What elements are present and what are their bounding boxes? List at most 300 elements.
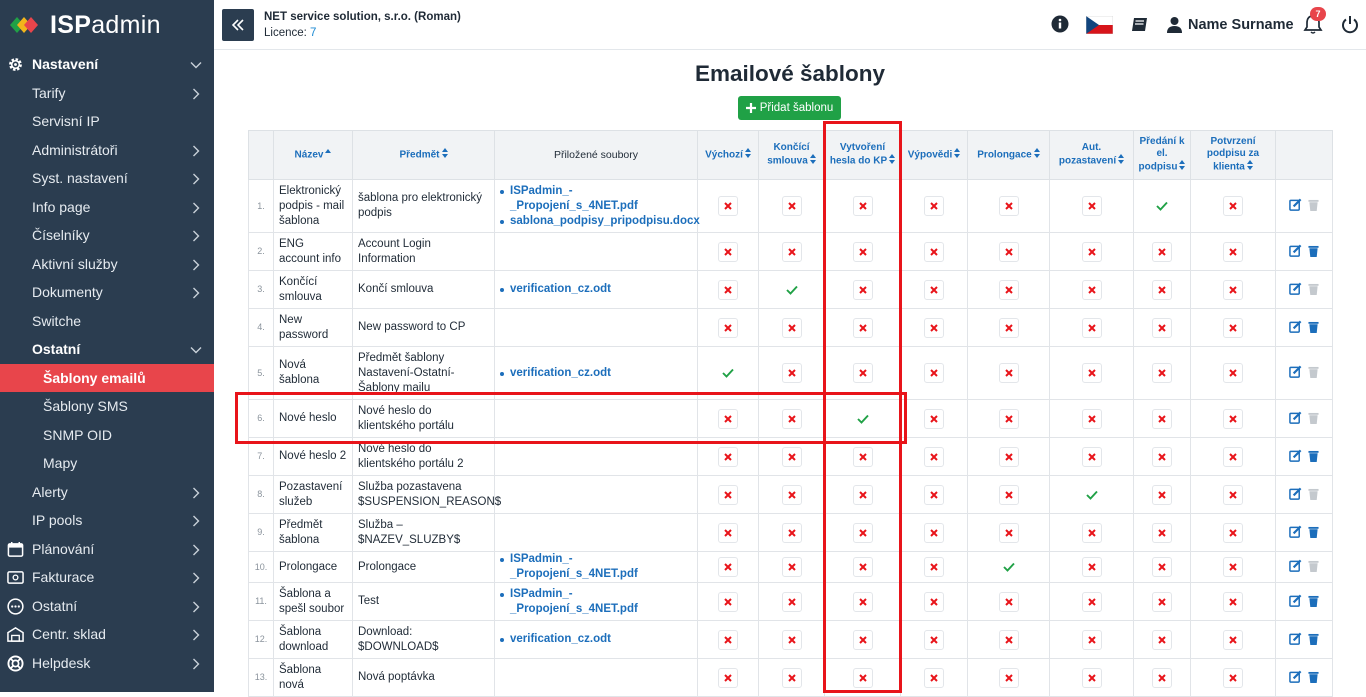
flag-ending-contract [759, 514, 825, 552]
flag-ending-contract [759, 583, 825, 621]
chevron-down-icon [190, 343, 202, 355]
edit-icon[interactable] [1286, 241, 1304, 259]
flag-default [698, 552, 759, 583]
cross-icon [1152, 557, 1172, 577]
chevron-right-icon [190, 571, 202, 583]
flag-password-creation [825, 347, 901, 400]
edit-icon[interactable] [1286, 279, 1304, 297]
flag-signature-confirmation [1191, 476, 1276, 514]
chevron-right-icon [190, 144, 202, 156]
flag-handover-esign [1134, 233, 1191, 271]
licence-info [264, 27, 316, 39]
cross-icon [1223, 447, 1243, 467]
cross-icon [1223, 630, 1243, 650]
edit-icon[interactable] [1286, 446, 1304, 464]
flag-ending-contract [759, 309, 825, 347]
flag-prolongation [968, 621, 1050, 659]
sidebar-item-switche[interactable] [0, 307, 214, 336]
edit-icon[interactable] [1286, 629, 1304, 647]
attached-files [495, 659, 698, 697]
flag-auto-suspension [1050, 659, 1134, 697]
flag-signature-confirmation [1191, 347, 1276, 400]
row-number: 13. [249, 659, 274, 697]
flag-handover-esign [1134, 552, 1191, 583]
power-icon[interactable] [1341, 15, 1359, 34]
column-header-potvrzeni-podpisu-za-klienta[interactable] [1191, 131, 1276, 180]
flag-termination [901, 233, 968, 271]
sidebar-item-centr-sklad[interactable] [0, 620, 214, 649]
chevron-right-icon [190, 514, 202, 526]
cross-icon [1152, 447, 1172, 467]
table-row [249, 552, 1333, 583]
sort-icon [889, 154, 895, 168]
flag-signature-confirmation [1191, 309, 1276, 347]
cross-icon [853, 280, 873, 300]
row-actions [1276, 309, 1333, 347]
chevron-right-icon [190, 657, 202, 669]
logo[interactable] [0, 0, 214, 50]
sidebar-item-ostatni[interactable] [0, 335, 214, 364]
flag-password-creation [825, 400, 901, 438]
sidebar-item-label: Administrátoři [32, 141, 118, 158]
plus-icon [746, 103, 756, 113]
file-list [500, 366, 692, 381]
table-row [249, 233, 1333, 271]
flag-termination [901, 659, 968, 697]
template-subject: Končí smlouva [353, 271, 495, 309]
check-icon [853, 409, 873, 429]
check-icon [718, 363, 738, 383]
template-subject: Prolongace [353, 552, 495, 583]
cross-icon [924, 557, 944, 577]
trash-icon[interactable] [1304, 592, 1322, 610]
check-icon [782, 280, 802, 300]
check-icon [1152, 196, 1172, 216]
flag-ending-contract [759, 552, 825, 583]
sidebar-item-dokumenty[interactable] [0, 278, 214, 307]
more-icon [7, 598, 24, 615]
flag-ending-contract [759, 621, 825, 659]
sidebar-item-label: Nastavení [32, 56, 99, 73]
sidebar-nav [0, 50, 214, 677]
cross-icon [718, 196, 738, 216]
cross-icon [853, 447, 873, 467]
username[interactable]: Name Surname [1188, 17, 1294, 33]
cross-icon [853, 668, 873, 688]
row-actions [1276, 659, 1333, 697]
flag-ending-contract [759, 271, 825, 309]
edit-icon[interactable] [1286, 557, 1304, 575]
template-name: New password [274, 309, 353, 347]
row-actions [1276, 347, 1333, 400]
edit-icon[interactable] [1286, 196, 1304, 214]
sidebar-item-label: IP pools [32, 512, 83, 529]
column-header-vychozi[interactable] [698, 131, 759, 180]
table-row [249, 659, 1333, 697]
template-subject: Download: $DOWNLOAD$ [353, 621, 495, 659]
file-link[interactable]: verification_cz.odt [500, 366, 692, 381]
cross-icon [782, 318, 802, 338]
row-actions [1276, 552, 1333, 583]
flag-ending-contract [759, 438, 825, 476]
sidebar-item-label: Mapy [43, 455, 78, 472]
cross-icon [1082, 242, 1102, 262]
topbar [214, 0, 1366, 50]
flag-ending-contract [759, 233, 825, 271]
flag-auto-suspension [1050, 347, 1134, 400]
cross-icon [1152, 523, 1172, 543]
edit-icon[interactable] [1286, 667, 1304, 685]
file-link[interactable]: ISPadmin_-_Propojení_s_4NET.pdf [500, 587, 692, 617]
column-header-label: Končící smlouva [767, 142, 810, 167]
row-number: 3. [249, 271, 274, 309]
cross-icon [782, 242, 802, 262]
sidebar-item-ostatni[interactable] [0, 592, 214, 621]
column-header-nazev[interactable] [274, 131, 353, 180]
cross-icon [1152, 409, 1172, 429]
cross-icon [924, 280, 944, 300]
trash-icon[interactable] [1304, 447, 1322, 465]
cross-icon [1082, 447, 1102, 467]
cross-icon [924, 196, 944, 216]
cross-icon [1082, 196, 1102, 216]
column-header-vytvoreni-hesla-do-kp[interactable] [825, 131, 901, 180]
file-list [500, 587, 692, 617]
flag-default [698, 347, 759, 400]
cross-icon [1152, 280, 1172, 300]
sidebar-item-helpdesk[interactable] [0, 649, 214, 678]
cross-icon [1152, 630, 1172, 650]
sidebar-item-label: Tarify [32, 84, 66, 101]
flag-handover-esign [1134, 400, 1191, 438]
cross-icon [718, 668, 738, 688]
file-link[interactable]: verification_cz.odt [500, 632, 692, 647]
row-actions [1276, 180, 1333, 233]
cross-icon [718, 242, 738, 262]
sort-icon [442, 148, 448, 162]
sidebar-item-label: Centr. sklad [32, 626, 106, 643]
sidebar-item-fakturace[interactable] [0, 563, 214, 592]
cross-icon [1223, 668, 1243, 688]
attached-files [495, 583, 698, 621]
template-name: Prolongace [274, 552, 353, 583]
column-header-prilozene-soubory [495, 131, 698, 180]
row-number: 8. [249, 476, 274, 514]
sidebar-item-sablony-sms[interactable] [0, 392, 214, 421]
table-row [249, 347, 1333, 400]
column-header-empty [249, 131, 274, 180]
sidebar-item-label: Switche [32, 312, 82, 329]
template-name: Šablona nová [274, 659, 353, 697]
sidebar-item-label: SNMP OID [43, 426, 112, 443]
cross-icon [1082, 409, 1102, 429]
sort-icon [954, 148, 960, 162]
book-icon[interactable] [1131, 16, 1149, 33]
user-icon[interactable] [1166, 16, 1183, 33]
sidebar-item-label: Fakturace [32, 569, 95, 586]
trash-icon [1304, 196, 1322, 214]
flag-auto-suspension [1050, 271, 1134, 309]
sidebar-item-alerty[interactable] [0, 478, 214, 507]
chevron-right-icon [190, 286, 202, 298]
flag-signature-confirmation [1191, 180, 1276, 233]
trash-icon[interactable] [1304, 523, 1322, 541]
flag-password-creation [825, 271, 901, 309]
file-link[interactable]: sablona_podpisy_pripodpisu.docx [500, 214, 692, 229]
flag-prolongation [968, 476, 1050, 514]
cross-icon [718, 630, 738, 650]
template-name: Předmět šablona [274, 514, 353, 552]
trash-icon [1304, 409, 1322, 427]
sidebar-item-label: Ostatní [32, 597, 78, 614]
flag-termination [901, 271, 968, 309]
collapse-sidebar-button[interactable] [222, 9, 254, 41]
sidebar-item-tarify[interactable] [0, 79, 214, 108]
column-header-aut-pozastaveni[interactable] [1050, 131, 1134, 180]
row-actions [1276, 438, 1333, 476]
attached-files [495, 309, 698, 347]
sort-icon [810, 154, 816, 168]
flag-password-creation [825, 180, 901, 233]
sidebar [0, 0, 214, 692]
file-link[interactable]: ISPadmin_-_Propojení_s_4NET.pdf [500, 184, 692, 214]
cross-icon [1082, 668, 1102, 688]
trash-icon [1304, 485, 1322, 503]
table-header-row [249, 131, 1333, 180]
row-actions [1276, 400, 1333, 438]
file-link[interactable]: verification_cz.odt [500, 282, 692, 297]
flag-auto-suspension [1050, 233, 1134, 271]
chevron-down-icon [190, 58, 202, 70]
sidebar-item-servisni-ip[interactable] [0, 107, 214, 136]
sidebar-item-administratori[interactable] [0, 136, 214, 165]
cross-icon [782, 523, 802, 543]
flag-handover-esign [1134, 583, 1191, 621]
chevron-right-icon [190, 628, 202, 640]
sort-icon [745, 148, 751, 162]
column-header-vypovedi[interactable] [901, 131, 968, 180]
table-row [249, 438, 1333, 476]
trash-icon[interactable] [1304, 318, 1322, 336]
sidebar-item-label: Šablony SMS [43, 398, 128, 415]
cross-icon [1223, 318, 1243, 338]
cross-icon [1223, 592, 1243, 612]
flag-prolongation [968, 347, 1050, 400]
edit-icon[interactable] [1286, 408, 1304, 426]
cross-icon [782, 557, 802, 577]
trash-icon[interactable] [1304, 668, 1322, 686]
file-list [500, 282, 692, 297]
sidebar-item-syst-nastaveni[interactable] [0, 164, 214, 193]
flag-default [698, 233, 759, 271]
sidebar-item-info-page[interactable] [0, 193, 214, 222]
sidebar-item-mapy[interactable] [0, 449, 214, 478]
cross-icon [1152, 242, 1172, 262]
trash-icon[interactable] [1304, 630, 1322, 648]
row-number: 4. [249, 309, 274, 347]
cross-icon [718, 592, 738, 612]
cross-icon [1082, 630, 1102, 650]
sidebar-item-nastaveni[interactable] [0, 50, 214, 79]
flag-handover-esign [1134, 309, 1191, 347]
sidebar-item-snmp-oid[interactable] [0, 421, 214, 450]
template-name: Končící smlouva [274, 271, 353, 309]
flag-prolongation [968, 271, 1050, 309]
table-row [249, 309, 1333, 347]
edit-icon[interactable] [1286, 363, 1304, 381]
licence-link[interactable]: 7 [310, 27, 317, 39]
column-header-predani-k-el-podpisu[interactable] [1134, 131, 1191, 180]
flag-ending-contract [759, 180, 825, 233]
flag-password-creation [825, 309, 901, 347]
cross-icon [999, 280, 1019, 300]
template-subject: Nové heslo do klientského portálu [353, 400, 495, 438]
info-icon[interactable] [1051, 15, 1069, 33]
cross-icon [999, 409, 1019, 429]
row-number: 7. [249, 438, 274, 476]
sidebar-item-aktivni-sluzby[interactable] [0, 250, 214, 279]
chevron-right-icon [190, 258, 202, 270]
company-name: NET service solution, s.r.o. (Roman) [264, 11, 461, 23]
trash-icon [1304, 280, 1322, 298]
cross-icon [853, 363, 873, 383]
cross-icon [924, 523, 944, 543]
cross-icon [924, 447, 944, 467]
flag-ending-contract [759, 400, 825, 438]
flag-signature-confirmation [1191, 583, 1276, 621]
flag-default [698, 659, 759, 697]
column-header-label: Název [294, 149, 324, 161]
flag-signature-confirmation [1191, 621, 1276, 659]
flag-default [698, 400, 759, 438]
flag-termination [901, 476, 968, 514]
template-subject: Služba – $NAZEV_SLUZBY$ [353, 514, 495, 552]
attached-files [495, 476, 698, 514]
flag-handover-esign [1134, 347, 1191, 400]
cross-icon [999, 592, 1019, 612]
column-header-label: Vytvoření hesla do KP [829, 142, 888, 167]
sidebar-item-label: Aktivní služby [32, 255, 118, 272]
column-header-predmet[interactable] [353, 131, 495, 180]
cross-icon [924, 318, 944, 338]
flag-auto-suspension [1050, 514, 1134, 552]
edit-icon[interactable] [1286, 484, 1304, 502]
flag-default [698, 476, 759, 514]
flag-default [698, 309, 759, 347]
sidebar-item-planovani[interactable] [0, 535, 214, 564]
column-header-prolongace[interactable] [968, 131, 1050, 180]
flag-handover-esign [1134, 514, 1191, 552]
template-subject: šablona pro elektronický podpis [353, 180, 495, 233]
template-name: Nové heslo [274, 400, 353, 438]
attached-files [495, 552, 698, 583]
cross-icon [853, 592, 873, 612]
flag-termination [901, 438, 968, 476]
sidebar-item-label: Plánování [32, 540, 95, 557]
edit-icon[interactable] [1286, 591, 1304, 609]
attached-files [495, 233, 698, 271]
logo-text-bold: ISP [50, 10, 92, 39]
lifebuoy-icon [7, 655, 24, 672]
attached-files [495, 621, 698, 659]
sort-icon [1034, 148, 1040, 162]
cross-icon [1223, 409, 1243, 429]
file-link[interactable]: ISPadmin_-_Propojení_s_4NET.pdf [500, 552, 692, 582]
table-row [249, 476, 1333, 514]
row-actions [1276, 621, 1333, 659]
attached-files [495, 271, 698, 309]
cross-icon [1223, 196, 1243, 216]
flag-signature-confirmation [1191, 400, 1276, 438]
sidebar-item-label: Info page [32, 198, 91, 215]
flag-password-creation [825, 552, 901, 583]
row-actions [1276, 233, 1333, 271]
cross-icon [999, 485, 1019, 505]
row-number: 9. [249, 514, 274, 552]
template-subject: Předmět šablony Nastavení-Ostatní-Šablony mailu [353, 347, 495, 400]
flag-default [698, 271, 759, 309]
template-name: Šablona a spešl soubor [274, 583, 353, 621]
chevron-right-icon [190, 600, 202, 612]
row-number: 12. [249, 621, 274, 659]
sidebar-item-label: Číselníky [32, 227, 90, 244]
add-template-label: Přidat šablonu [759, 102, 834, 114]
cross-icon [1082, 280, 1102, 300]
cross-icon [1082, 592, 1102, 612]
flag-default [698, 180, 759, 233]
flag-default [698, 621, 759, 659]
edit-icon[interactable] [1286, 522, 1304, 540]
flag-default [698, 438, 759, 476]
sidebar-item-sablony-emailu[interactable] [0, 364, 214, 393]
warehouse-icon [7, 626, 24, 643]
sidebar-item-ciselniky[interactable] [0, 221, 214, 250]
cross-icon [1223, 485, 1243, 505]
flag-password-creation [825, 583, 901, 621]
flag-signature-confirmation [1191, 552, 1276, 583]
column-header-label: Výpovědi [907, 149, 953, 161]
template-name: ENG account info [274, 233, 353, 271]
cross-icon [853, 196, 873, 216]
sidebar-item-ip-pools[interactable] [0, 506, 214, 535]
row-number: 1. [249, 180, 274, 233]
flag-password-creation [825, 476, 901, 514]
row-number: 10. [249, 552, 274, 583]
table-row [249, 621, 1333, 659]
trash-icon [1304, 363, 1322, 381]
flag-default [698, 583, 759, 621]
flag-auto-suspension [1050, 438, 1134, 476]
cross-icon [718, 485, 738, 505]
template-name: Elektronický podpis - mail šablona [274, 180, 353, 233]
column-header-koncici-smlouva[interactable] [759, 131, 825, 180]
row-actions [1276, 514, 1333, 552]
template-subject: Služba pozastavena $SUSPENSION_REASON$ [353, 476, 495, 514]
cross-icon [999, 523, 1019, 543]
cross-icon [853, 242, 873, 262]
flag-signature-confirmation [1191, 271, 1276, 309]
czech-flag-icon[interactable] [1086, 16, 1113, 34]
cross-icon [718, 557, 738, 577]
add-template-button[interactable] [738, 96, 841, 120]
cross-icon [1152, 318, 1172, 338]
trash-icon[interactable] [1304, 242, 1322, 260]
column-header-label: Prolongace [977, 149, 1032, 161]
edit-icon[interactable] [1286, 317, 1304, 335]
template-subject: Nové heslo do klientského portálu 2 [353, 438, 495, 476]
flag-handover-esign [1134, 271, 1191, 309]
cross-icon [853, 485, 873, 505]
